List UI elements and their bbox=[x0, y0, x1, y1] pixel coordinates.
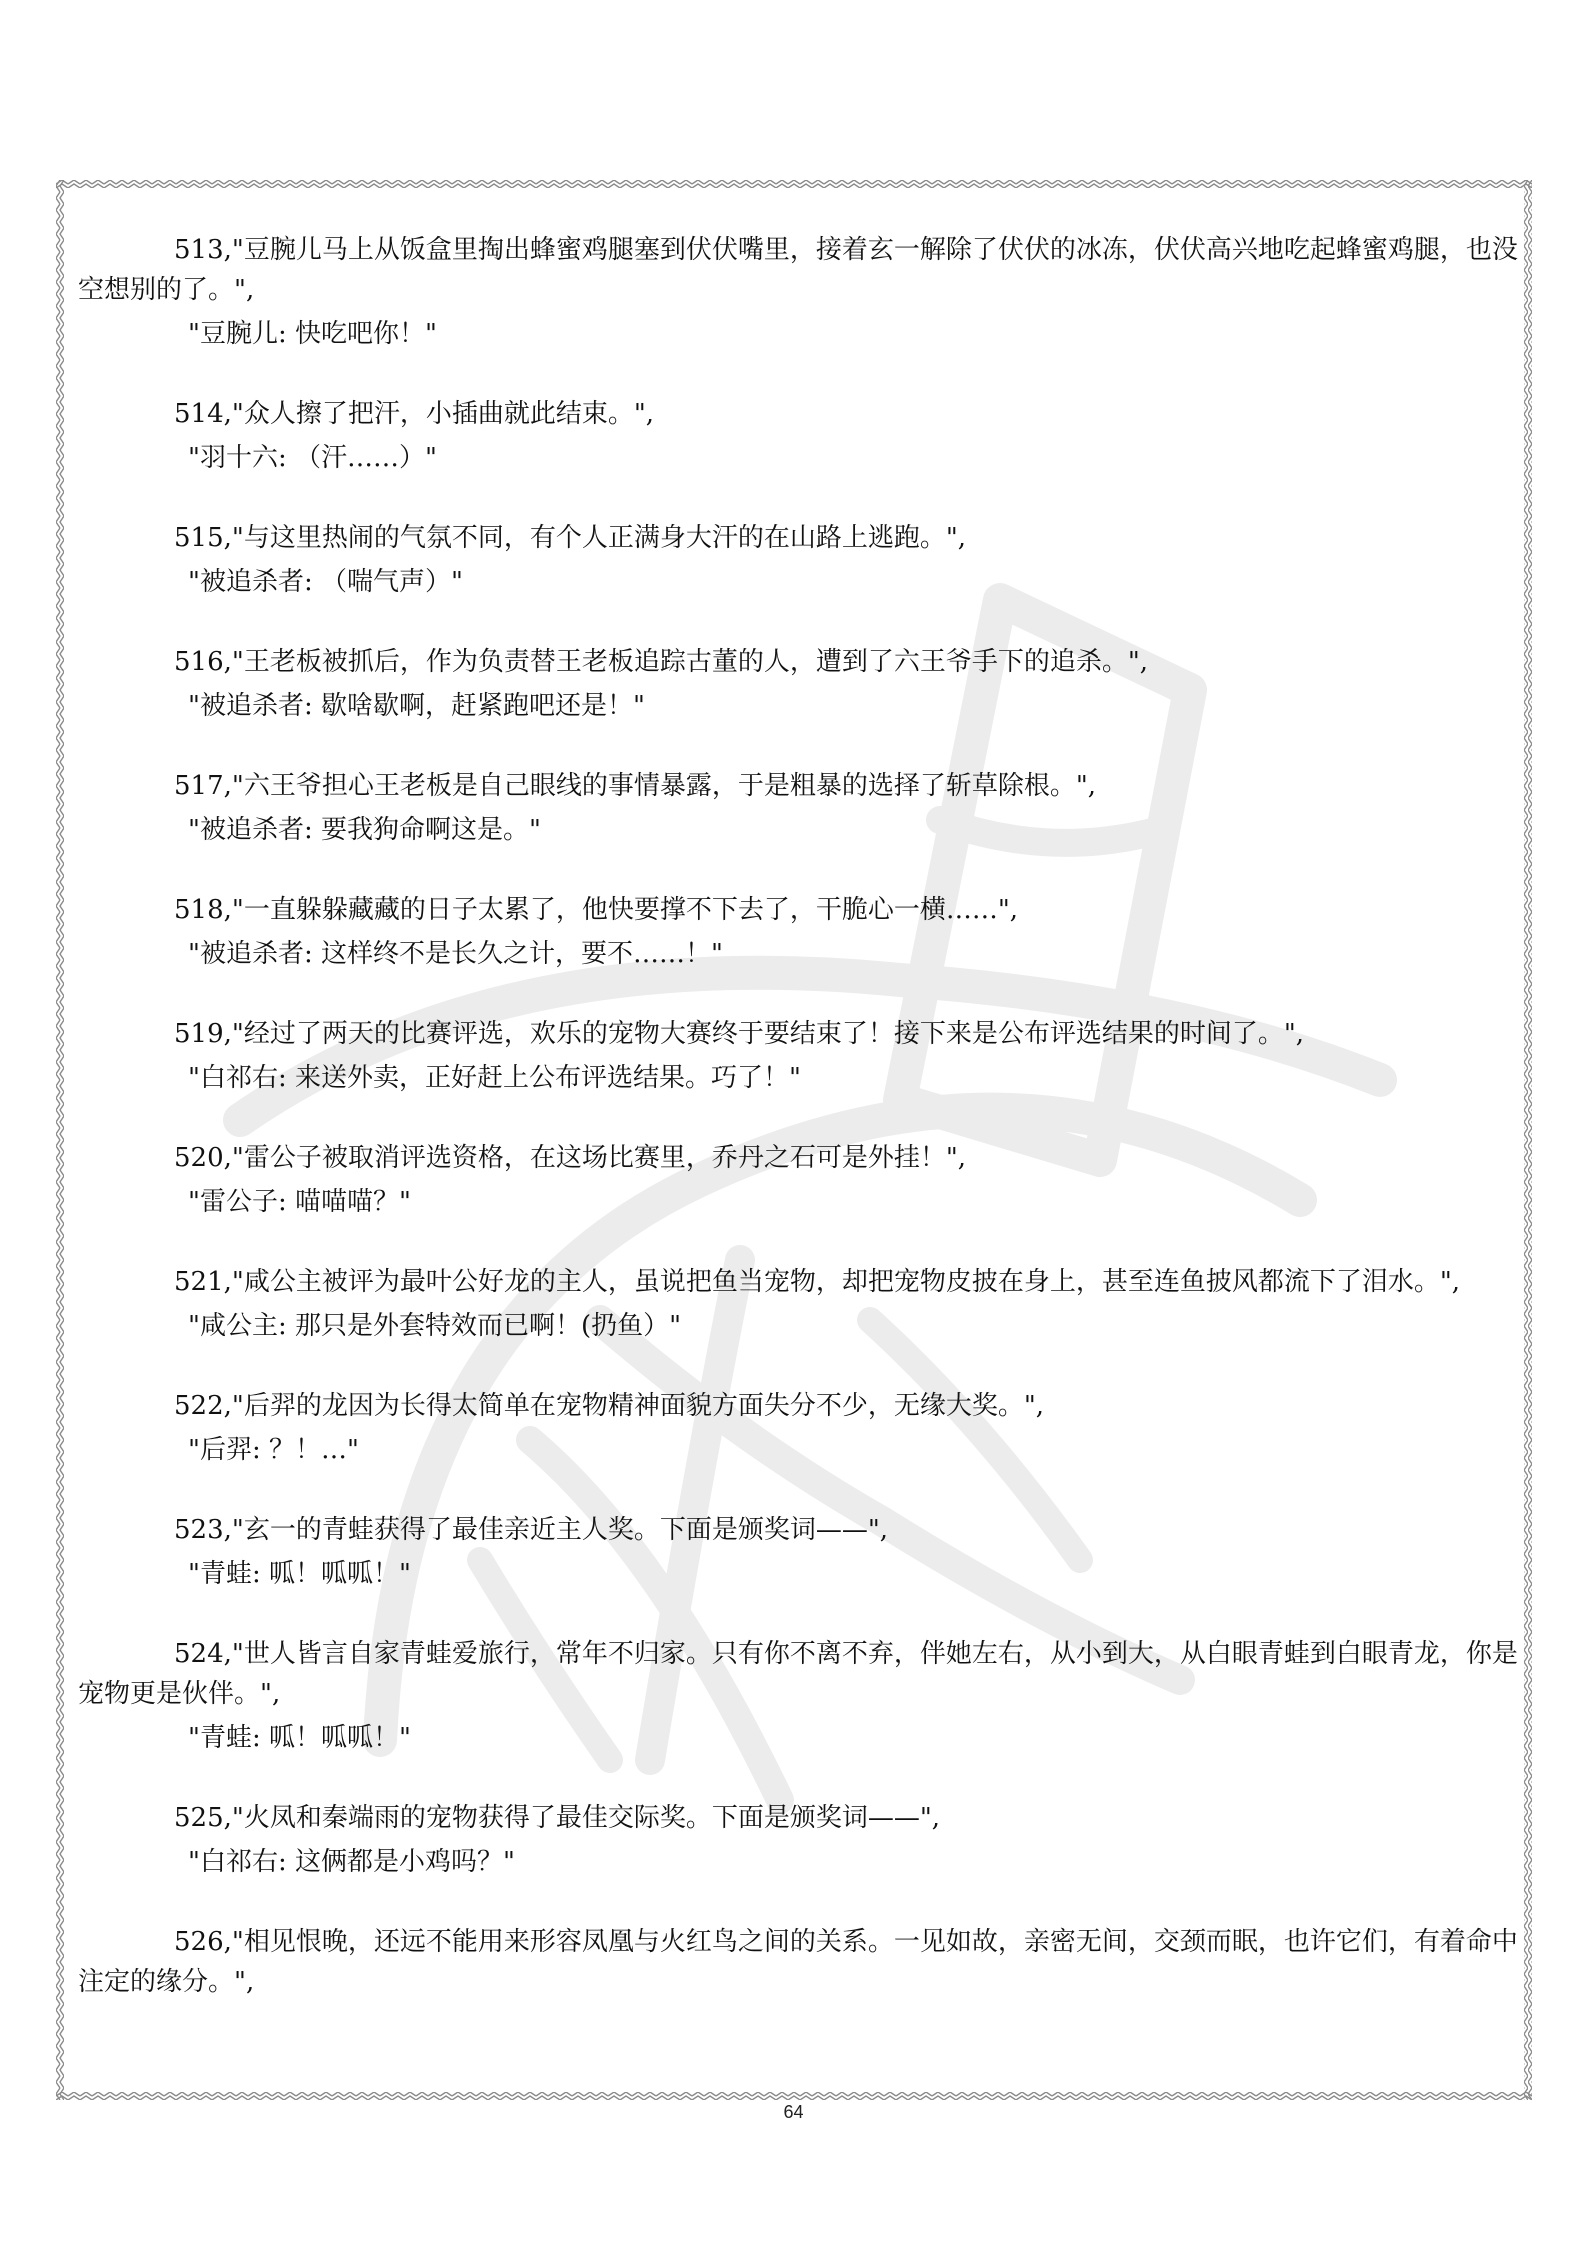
narration-text: 523,"玄一的青蛙获得了最佳亲近主人奖。下面是颁奖词——", bbox=[174, 1515, 889, 1545]
script-entry-519 bbox=[78, 1014, 1518, 1098]
dialogue-line: "青蛙: 呱！呱呱！" bbox=[188, 1723, 411, 1753]
dialogue-line: "羽十六: （汗……）" bbox=[188, 443, 437, 473]
narration-text: 518,"一直躲躲藏藏的日子太累了，他快要撑不下去了，干脆心一横……", bbox=[174, 895, 1019, 925]
dialogue-line: "白祁右: 这俩都是小鸡吗？" bbox=[188, 1847, 515, 1877]
dialogue-line: "雷公子: 喵喵喵？" bbox=[188, 1187, 411, 1217]
dialogue-line: "白祁右: 来送外卖，正好赶上公布评选结果。巧了！" bbox=[188, 1063, 801, 1093]
narration-text: 524,"世人皆言自家青蛙爱旅行，常年不归家。只有你不离不弃，伴她左右，从小到大，从白眼青蛙到白眼青龙，你是宠物更是伙伴。", bbox=[78, 1639, 1518, 1709]
narration-text: 521,"咸公主被评为最叶公好龙的主人，虽说把鱼当宠物，却把宠物皮披在身上，甚至连鱼披风都流下了泪水。", bbox=[174, 1267, 1461, 1297]
script-entry-513 bbox=[78, 230, 1518, 354]
dialogue-line: "被追杀者: 要我狗命啊这是。" bbox=[188, 815, 541, 845]
script-entry-524 bbox=[78, 1634, 1518, 1758]
dialogue-line: "豆腕儿: 快吃吧你！" bbox=[188, 319, 437, 349]
dialogue-line: "被追杀者: （喘气声）" bbox=[188, 567, 463, 597]
page-number: 64 bbox=[783, 2102, 804, 2122]
narration-text: 525,"火凤和秦端雨的宠物获得了最佳交际奖。下面是颁奖词——", bbox=[174, 1803, 941, 1833]
narration-text: 519,"经过了两天的比赛评选，欢乐的宠物大赛终于要结束了！接下来是公布评选结果的时间了。", bbox=[174, 1019, 1305, 1049]
script-entry-521 bbox=[78, 1262, 1518, 1346]
dialogue-line: "被追杀者: 歇啥歇啊，赶紧跑吧还是！" bbox=[188, 691, 645, 721]
script-entry-526 bbox=[78, 1922, 1518, 2002]
narration-text: 526,"相见恨晚，还远不能用来形容凤凰与火红鸟之间的关系。一见如故，亲密无间，交颈而眠，也许它们，有着命中注定的缘分。", bbox=[78, 1927, 1518, 1997]
script-entry-516 bbox=[78, 642, 1518, 726]
dialogue-line: "咸公主: 那只是外套特效而已啊！(扔鱼）" bbox=[188, 1311, 682, 1341]
script-entry-523 bbox=[78, 1510, 1518, 1594]
script-entry-522 bbox=[78, 1386, 1518, 1470]
dialogue-script bbox=[78, 230, 1518, 2042]
dialogue-line: "青蛙: 呱！呱呱！" bbox=[188, 1559, 411, 1589]
script-entry-525 bbox=[78, 1798, 1518, 1882]
script-entry-517 bbox=[78, 766, 1518, 850]
narration-text: 522,"后羿的龙因为长得太简单在宠物精神面貌方面失分不少，无缘大奖。", bbox=[174, 1391, 1045, 1421]
script-entry-515 bbox=[78, 518, 1518, 602]
narration-text: 517,"六王爷担心王老板是自己眼线的事情暴露，于是粗暴的选择了斩草除根。", bbox=[174, 771, 1097, 801]
narration-text: 515,"与这里热闹的气氛不同，有个人正满身大汗的在山路上逃跑。", bbox=[174, 523, 967, 553]
script-entry-520 bbox=[78, 1138, 1518, 1222]
script-entry-514 bbox=[78, 394, 1518, 478]
narration-text: 513,"豆腕儿马上从饭盒里掏出蜂蜜鸡腿塞到伏伏嘴里，接着玄一解除了伏伏的冰冻，伏伏高兴地吃起蜂蜜鸡腿，也没空想别的了。", bbox=[78, 235, 1518, 305]
dialogue-line: "后羿: ？！…" bbox=[188, 1435, 359, 1465]
script-entry-518 bbox=[78, 890, 1518, 974]
narration-text: 514,"众人擦了把汗，小插曲就此结束。", bbox=[174, 399, 655, 429]
narration-text: 520,"雷公子被取消评选资格，在这场比赛里，乔丹之石可是外挂！", bbox=[174, 1143, 967, 1173]
dialogue-line: "被追杀者: 这样终不是长久之计，要不……！" bbox=[188, 939, 723, 969]
narration-text: 516,"王老板被抓后，作为负责替王老板追踪古董的人，遭到了六王爷手下的追杀。", bbox=[174, 647, 1149, 677]
